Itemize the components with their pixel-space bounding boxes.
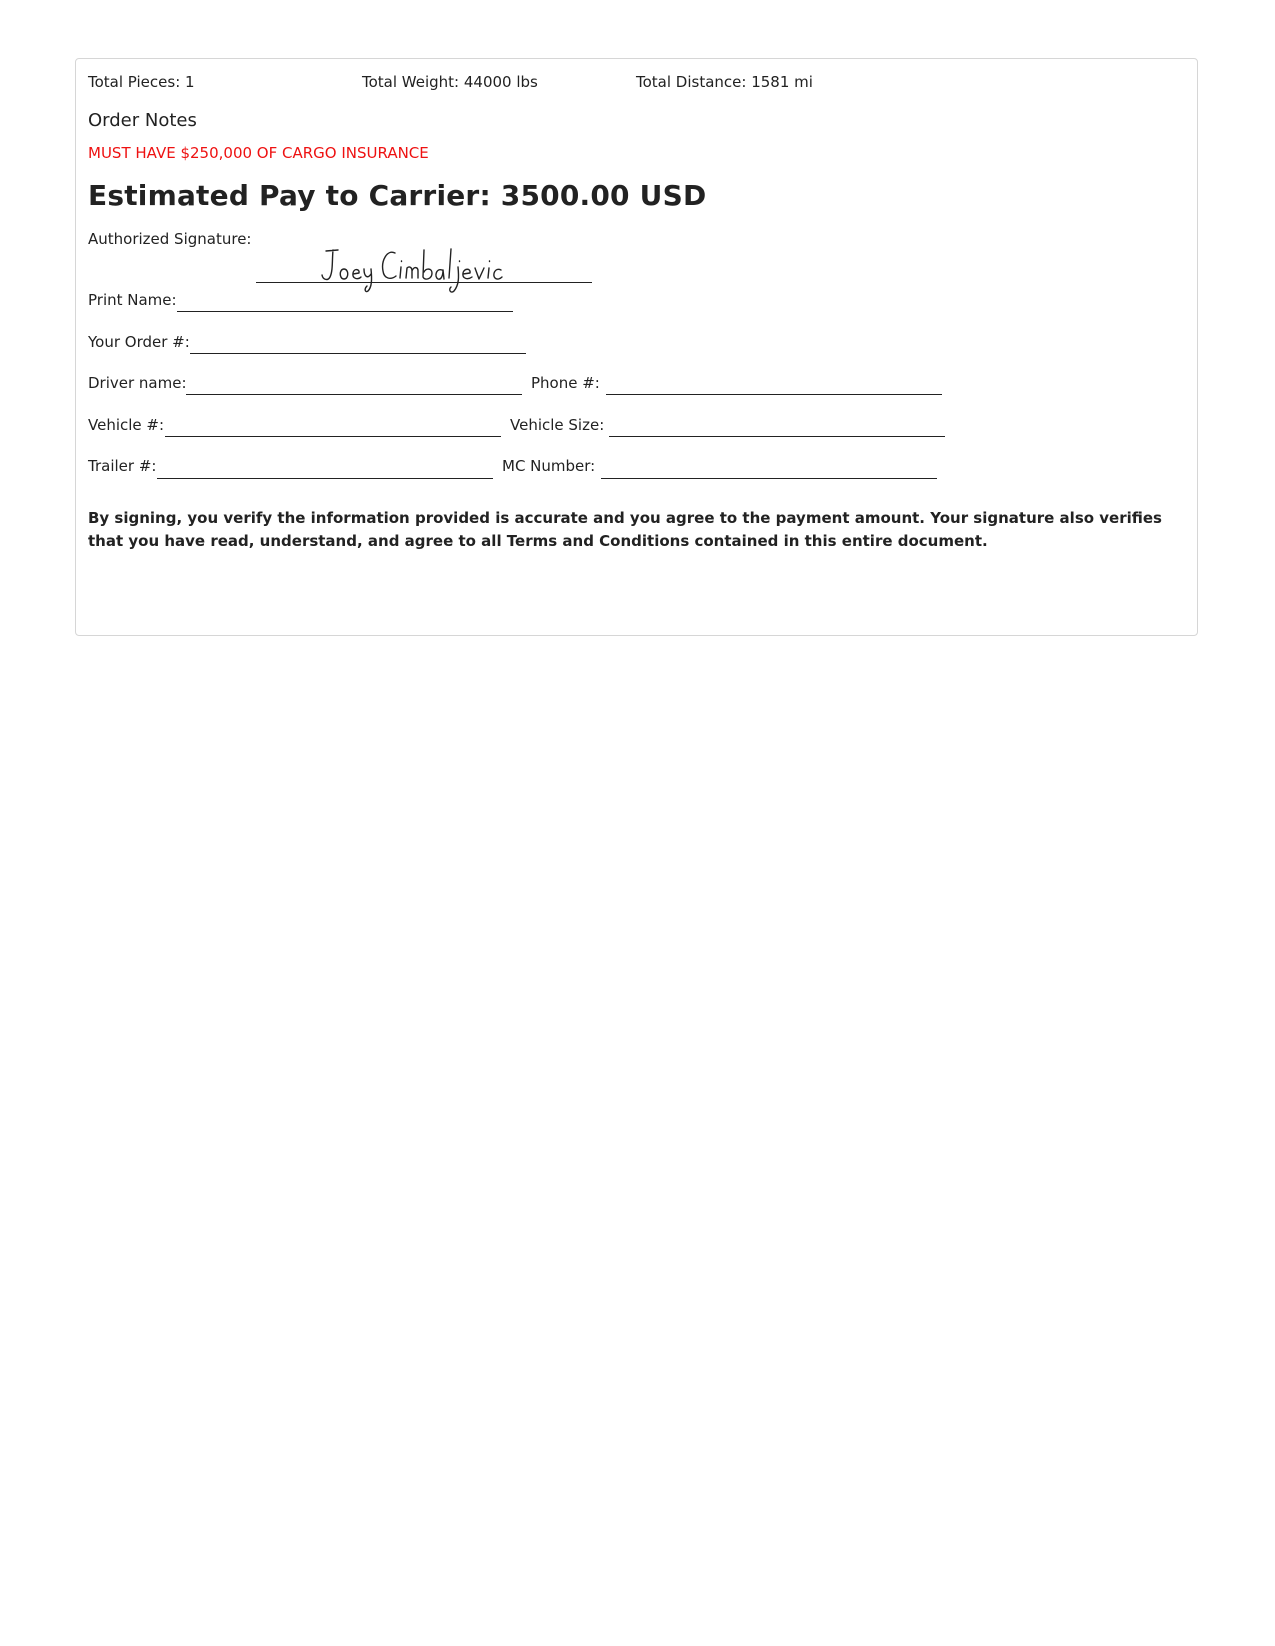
total-weight: Total Weight: 44000 lbs — [362, 73, 538, 91]
total-distance: Total Distance: 1581 mi — [636, 73, 813, 91]
trailer-number-label: Trailer #: — [88, 457, 157, 475]
vehicle-number-label: Vehicle #: — [88, 416, 165, 434]
vehicle-number-field[interactable] — [165, 436, 501, 437]
mc-number-label: MC Number: — [502, 457, 596, 475]
driver-name-label: Driver name: — [88, 374, 187, 392]
phone-field[interactable] — [606, 394, 942, 395]
driver-name-field[interactable] — [186, 394, 522, 395]
vehicle-size-field[interactable] — [609, 436, 945, 437]
handwritten-signature — [320, 239, 540, 295]
signing-disclaimer: By signing, you verify the information provided is accurate and you agree to the payment amount. Your signature also verifies that you have read, understand, and agree to all Terms and Conditions contained in this entire document. — [88, 509, 1162, 550]
authorized-signature-label: Authorized Signature: — [88, 230, 252, 248]
phone-label: Phone #: — [531, 374, 600, 392]
vehicle-size-label: Vehicle Size: — [510, 416, 605, 434]
mc-number-field[interactable] — [601, 478, 937, 479]
order-number-label: Your Order #: — [88, 333, 190, 351]
carrier-confirmation-card — [75, 58, 1198, 636]
order-number-field[interactable] — [190, 353, 526, 354]
print-name-field[interactable] — [177, 311, 513, 312]
total-pieces: Total Pieces: 1 — [88, 73, 195, 91]
order-notes-heading: Order Notes — [88, 110, 197, 131]
estimated-pay-heading: Estimated Pay to Carrier: 3500.00 USD — [88, 179, 707, 212]
trailer-number-field[interactable] — [157, 478, 493, 479]
order-notes-text: MUST HAVE $250,000 OF CARGO INSURANCE — [88, 144, 429, 162]
print-name-label: Print Name: — [88, 291, 177, 309]
